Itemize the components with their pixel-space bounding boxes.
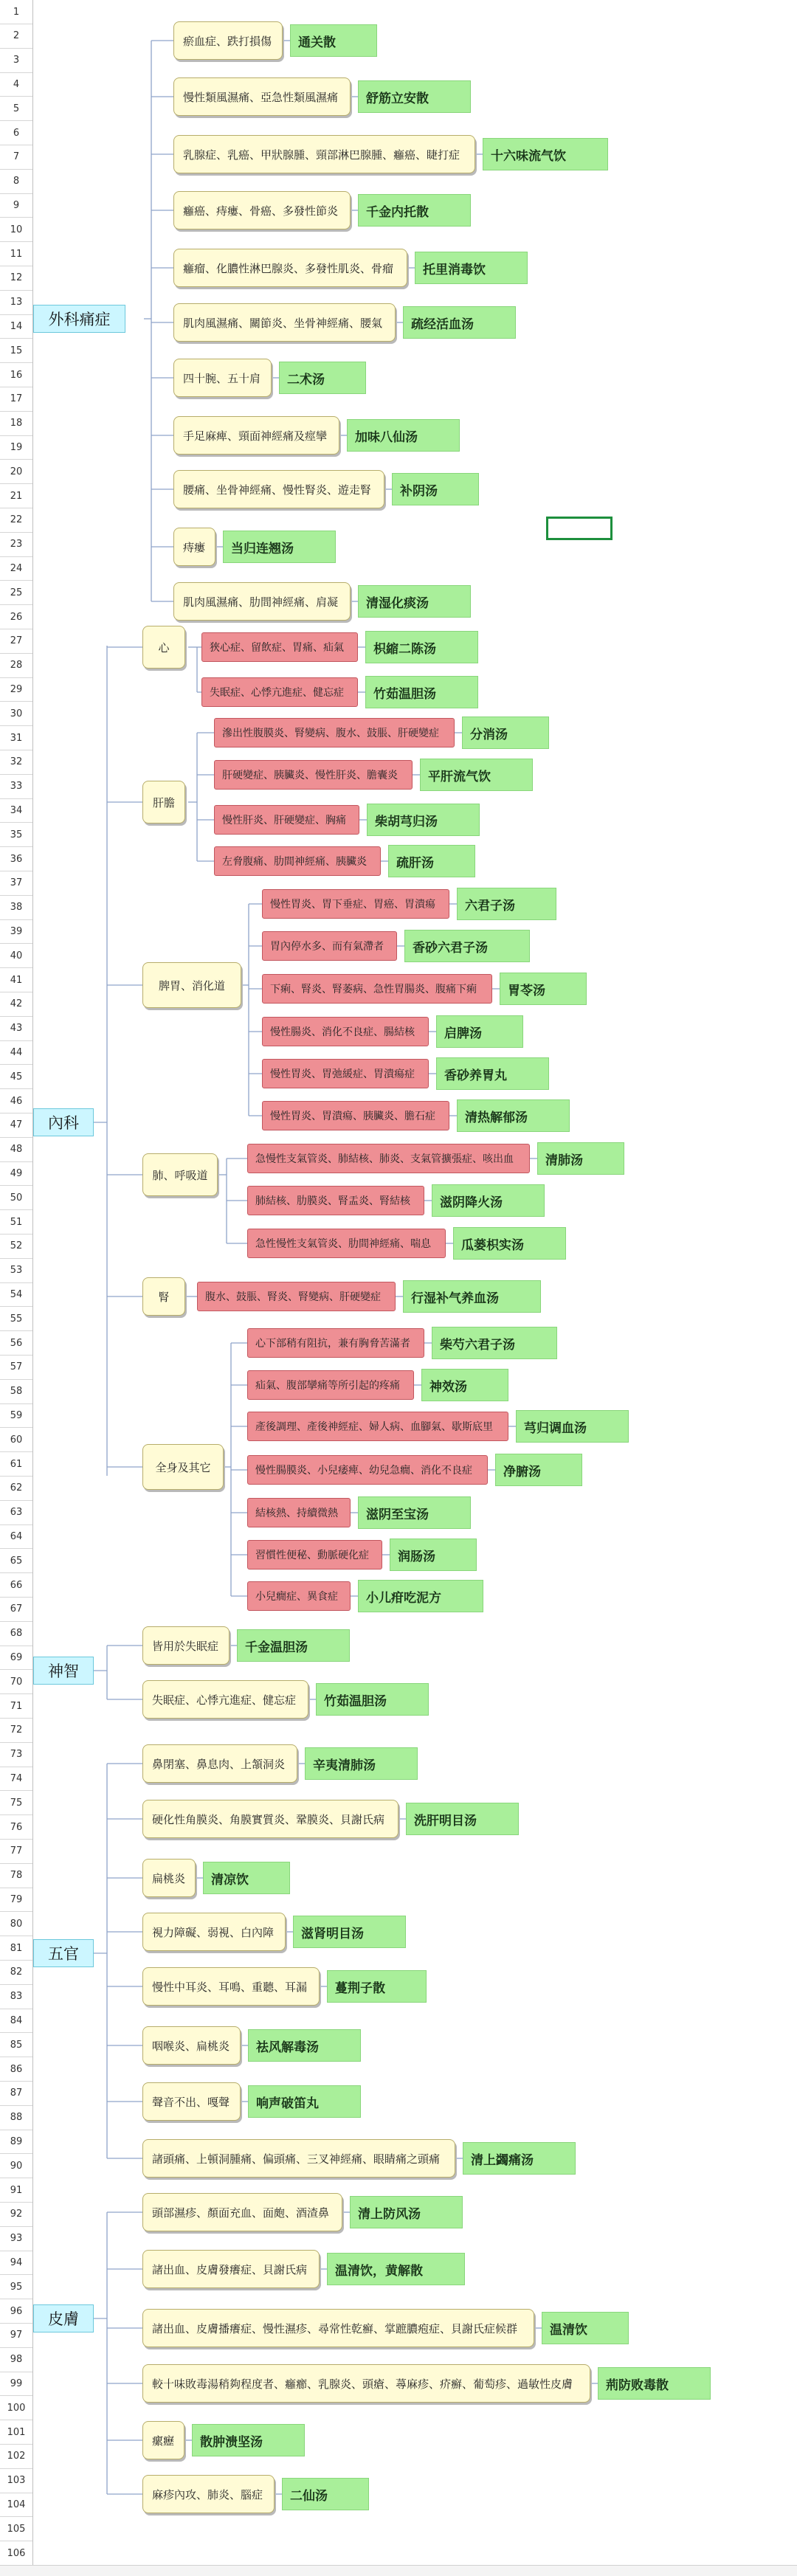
remedy-node[interactable]: 平肝流气饮 — [420, 759, 533, 791]
condition-node[interactable]: 疝氣、腹部攣痛等所引起的疼痛 — [247, 1370, 414, 1400]
remedy-node[interactable]: 温清饮，黄解散 — [327, 2253, 465, 2285]
condition-node[interactable]: 瘰癧 — [142, 2421, 184, 2459]
row-number[interactable]: 23 — [0, 533, 32, 557]
row-number[interactable]: 39 — [0, 919, 32, 944]
row-number[interactable]: 40 — [0, 944, 32, 968]
condition-node[interactable]: 失眠症、心悸亢進症、健忘症 — [142, 1680, 308, 1719]
row-number[interactable]: 88 — [0, 2106, 32, 2130]
condition-node[interactable]: 手足麻痺、頸面神經痛及痙攣 — [173, 416, 339, 455]
remedy-node[interactable]: 小儿疳吃泥方 — [358, 1580, 483, 1612]
condition-node[interactable]: 視力障礙、弱視、白內障 — [142, 1913, 286, 1951]
condition-node[interactable]: 慢性胃炎、胃下垂症、胃癌、胃潰瘍 — [262, 889, 449, 919]
condition-node[interactable]: 諸出血、皮膚播癢症、慢性濕疹、尋常性乾癬、掌蹠膿疱症、貝謝氏症候群 — [142, 2309, 534, 2347]
remedy-node[interactable]: 蔓荆子散 — [327, 1970, 427, 2003]
condition-node[interactable]: 肌肉風濕痛、肋間神經痛、肩凝 — [173, 582, 351, 621]
row-number[interactable]: 56 — [0, 1331, 32, 1356]
remedy-node[interactable]: 清热解郁汤 — [457, 1099, 570, 1132]
condition-node[interactable]: 諸頭痛、上頓洞腫痛、偏頭痛、三叉神經痛、眼睛痛之頭痛 — [142, 2139, 455, 2178]
category-node[interactable]: 肝膽 — [142, 781, 185, 823]
row-number[interactable]: 34 — [0, 798, 32, 823]
condition-node[interactable]: 諸出血、皮膚發癢症、貝謝氏病 — [142, 2250, 320, 2288]
condition-node[interactable]: 癰瘤、化膿性淋巴腺炎、多發性肌炎、骨瘤 — [173, 249, 407, 287]
condition-node[interactable]: 失眠症、心悸亢進症、健忘症 — [201, 677, 358, 707]
category-node[interactable]: 脾胃、消化道 — [142, 962, 241, 1008]
row-number[interactable]: 61 — [0, 1452, 32, 1477]
row-number[interactable]: 68 — [0, 1622, 32, 1646]
remedy-node[interactable]: 当归连翘汤 — [223, 531, 336, 563]
remedy-node[interactable]: 荊防败毒散 — [598, 2367, 711, 2400]
remedy-node[interactable]: 舒筋立安散 — [358, 80, 471, 113]
remedy-node[interactable]: 香砂六君子汤 — [404, 930, 530, 962]
row-number[interactable]: 60 — [0, 1428, 32, 1452]
row-number[interactable]: 58 — [0, 1380, 32, 1404]
row-number[interactable]: 16 — [0, 363, 32, 387]
row-number[interactable]: 41 — [0, 968, 32, 992]
row-number[interactable]: 15 — [0, 339, 32, 363]
row-number[interactable]: 13 — [0, 291, 32, 315]
row-number[interactable]: 93 — [0, 2227, 32, 2251]
row-number-column — [0, 0, 33, 2565]
condition-node[interactable]: 小兒癇症、異食症 — [247, 1581, 351, 1611]
condition-node[interactable]: 肌肉風濕痛、關節炎、坐骨神經痛、腰氣 — [173, 303, 396, 342]
row-number[interactable]: 91 — [0, 2178, 32, 2203]
condition-node[interactable]: 狹心症、留飲症、胃痛、疝氣 — [201, 632, 358, 662]
condition-node[interactable]: 滲出性腹膜炎、腎變病、腹水、鼓脹、肝硬變症 — [214, 718, 455, 747]
condition-node[interactable]: 慢性胃炎、胃潰瘍、胰臟炎、膽石症 — [262, 1101, 449, 1130]
row-number[interactable]: 101 — [0, 2420, 32, 2445]
row-number[interactable]: 75 — [0, 1791, 32, 1815]
row-number[interactable]: 95 — [0, 2275, 32, 2299]
row-number[interactable]: 83 — [0, 1985, 32, 2009]
row-number[interactable]: 97 — [0, 2324, 32, 2348]
row-number[interactable]: 30 — [0, 702, 32, 726]
remedy-node[interactable]: 柴芍六君子汤 — [432, 1327, 557, 1359]
row-number[interactable]: 9 — [0, 193, 32, 218]
condition-node[interactable]: 咽喉炎、扁桃炎 — [142, 2026, 241, 2065]
condition-node[interactable]: 慢性肝炎、肝硬變症、胸痛 — [214, 805, 359, 835]
row-number[interactable]: 44 — [0, 1040, 32, 1065]
row-number[interactable]: 14 — [0, 314, 32, 339]
category-node[interactable]: 腎 — [142, 1277, 185, 1316]
row-number[interactable]: 57 — [0, 1356, 32, 1380]
row-number[interactable]: 105 — [0, 2517, 32, 2541]
condition-node[interactable]: 腹水、鼓脹、腎炎、腎變病、肝硬變症 — [197, 1282, 396, 1311]
condition-node[interactable]: 四十腕、五十肩 — [173, 359, 272, 397]
condition-node[interactable]: 肝硬變症、胰臟炎、慢性肝炎、膽囊炎 — [214, 760, 413, 790]
remedy-node[interactable]: 通关散 — [290, 24, 377, 57]
row-number[interactable]: 22 — [0, 508, 32, 533]
condition-node[interactable]: 下痢、腎炎、腎萎病、急性胃腸炎、腹痛下痢 — [262, 974, 492, 1004]
condition-node[interactable]: 較十味敗毒湯稍夠程度者、癰癤、乳腺炎、頭瘡、蕁麻疹、疥癬、葡萄疹、過敏性皮膚 — [142, 2364, 590, 2403]
row-number[interactable]: 33 — [0, 775, 32, 799]
row-number[interactable]: 100 — [0, 2396, 32, 2420]
condition-node[interactable]: 乳腺症、乳癌、甲狀腺腫、頸部淋巴腺腫、癰癌、睫打症 — [173, 135, 475, 173]
row-number[interactable]: 94 — [0, 2251, 32, 2275]
row-number[interactable]: 38 — [0, 896, 32, 920]
row-number[interactable]: 1 — [0, 0, 32, 24]
category-node[interactable]: 全身及其它 — [142, 1444, 224, 1490]
remedy-node[interactable]: 加味八仙汤 — [347, 419, 460, 452]
row-number[interactable]: 78 — [0, 1864, 32, 1888]
remedy-node[interactable]: 清上蠲痛汤 — [463, 2142, 576, 2175]
remedy-node[interactable]: 托里消毒饮 — [415, 252, 528, 284]
condition-node[interactable]: 腰痛、坐骨神經痛、慢性腎炎、遊走腎 — [173, 470, 384, 508]
row-number[interactable]: 8 — [0, 170, 32, 194]
row-number[interactable]: 96 — [0, 2299, 32, 2324]
row-number[interactable]: 82 — [0, 1961, 32, 1985]
row-number[interactable]: 51 — [0, 1210, 32, 1235]
row-number[interactable]: 48 — [0, 1138, 32, 1162]
row-number[interactable]: 64 — [0, 1524, 32, 1549]
row-number[interactable]: 65 — [0, 1549, 32, 1573]
row-number[interactable]: 12 — [0, 266, 32, 291]
row-number[interactable]: 70 — [0, 1670, 32, 1694]
row-number[interactable]: 79 — [0, 1888, 32, 1912]
row-number[interactable]: 85 — [0, 2033, 32, 2057]
remedy-node[interactable]: 润肠汤 — [390, 1539, 477, 1571]
condition-node[interactable]: 聲音不出、嘎聲 — [142, 2082, 241, 2121]
remedy-node[interactable]: 柴胡芎归汤 — [367, 804, 480, 836]
remedy-node[interactable]: 竹茹温胆汤 — [365, 676, 478, 708]
condition-node[interactable]: 慢性腸膜炎、小兒痿痺、幼兒急癇、消化不良症 — [247, 1455, 488, 1485]
row-number[interactable]: 46 — [0, 1089, 32, 1113]
row-number[interactable]: 80 — [0, 1912, 32, 1936]
condition-node[interactable]: 急性慢性支氣管炎、肋間神經痛、喘息 — [247, 1229, 446, 1258]
row-number[interactable]: 47 — [0, 1113, 32, 1138]
remedy-node[interactable]: 二术汤 — [279, 362, 366, 394]
remedy-node[interactable]: 疏肝汤 — [388, 845, 475, 877]
remedy-node[interactable]: 启脾汤 — [436, 1015, 523, 1048]
condition-node[interactable]: 慢性腸炎、消化不良症、腸結核 — [262, 1017, 429, 1046]
row-number[interactable]: 28 — [0, 654, 32, 678]
row-number[interactable]: 90 — [0, 2154, 32, 2178]
row-number[interactable]: 18 — [0, 412, 32, 436]
row-number[interactable]: 20 — [0, 460, 32, 484]
remedy-node[interactable]: 清湿化痰汤 — [358, 585, 471, 618]
condition-node[interactable]: 頭部濕疹、顏面充血、面皰、酒渣鼻 — [142, 2193, 342, 2231]
condition-node[interactable]: 瘀血症、跌打損傷 — [173, 21, 283, 60]
remedy-node[interactable]: 清凉饮 — [203, 1862, 290, 1894]
remedy-node[interactable]: 六君子汤 — [457, 888, 556, 920]
remedy-node[interactable]: 清上防风汤 — [350, 2196, 463, 2228]
row-number[interactable]: 98 — [0, 2348, 32, 2372]
root-node[interactable]: 五官 — [33, 1939, 94, 1967]
remedy-node[interactable]: 香砂养胃丸 — [436, 1057, 549, 1090]
row-number[interactable]: 87 — [0, 2082, 32, 2106]
row-number[interactable]: 25 — [0, 581, 32, 605]
row-number[interactable]: 6 — [0, 121, 32, 145]
remedy-node[interactable]: 行湿补气养血汤 — [403, 1280, 541, 1313]
row-number[interactable]: 76 — [0, 1815, 32, 1840]
row-number[interactable]: 17 — [0, 387, 32, 412]
root-node[interactable]: 內科 — [33, 1108, 94, 1136]
row-number[interactable]: 69 — [0, 1646, 32, 1670]
row-number[interactable]: 92 — [0, 2203, 32, 2227]
condition-node[interactable]: 心下部稍有阻抗，兼有胸脅苦滿者 — [247, 1328, 424, 1358]
category-node[interactable]: 肺、呼吸道 — [142, 1153, 218, 1196]
row-number[interactable]: 86 — [0, 2057, 32, 2082]
row-number[interactable]: 36 — [0, 847, 32, 871]
row-number[interactable]: 11 — [0, 242, 32, 266]
row-number[interactable]: 102 — [0, 2445, 32, 2469]
root-node[interactable]: 皮膚 — [33, 2304, 94, 2332]
row-number[interactable]: 27 — [0, 629, 32, 654]
selected-cell[interactable] — [546, 517, 613, 540]
row-number[interactable]: 63 — [0, 1501, 32, 1525]
row-number[interactable]: 37 — [0, 871, 32, 896]
row-number[interactable]: 3 — [0, 49, 32, 73]
row-number[interactable]: 54 — [0, 1282, 32, 1307]
condition-node[interactable]: 鼻閉塞、鼻息肉、上頷洞炎 — [142, 1744, 297, 1783]
row-number[interactable]: 81 — [0, 1936, 32, 1961]
row-number[interactable]: 73 — [0, 1743, 32, 1767]
row-number[interactable]: 67 — [0, 1598, 32, 1622]
condition-node[interactable]: 胃內停水多、而有氣滯者 — [262, 931, 397, 961]
row-number[interactable]: 66 — [0, 1573, 32, 1598]
row-number[interactable]: 45 — [0, 1065, 32, 1089]
row-number[interactable]: 26 — [0, 605, 32, 629]
row-number[interactable]: 4 — [0, 72, 32, 97]
condition-node[interactable]: 皆用於失眠症 — [142, 1626, 230, 1665]
row-number[interactable]: 21 — [0, 484, 32, 508]
row-number[interactable]: 52 — [0, 1235, 32, 1259]
row-number[interactable]: 71 — [0, 1694, 32, 1719]
condition-node[interactable]: 慢性中耳炎、耳鳴、重聽、耳漏 — [142, 1967, 320, 2006]
row-number[interactable]: 104 — [0, 2493, 32, 2517]
condition-node[interactable]: 麻疹內攻、肺炎、腦症 — [142, 2475, 275, 2513]
category-node[interactable]: 心 — [142, 626, 185, 669]
condition-node[interactable]: 痔瘻 — [173, 528, 215, 566]
remedy-node[interactable]: 祛风解毒汤 — [248, 2029, 361, 2062]
row-number[interactable]: 77 — [0, 1840, 32, 1864]
row-number[interactable]: 32 — [0, 750, 32, 775]
row-number[interactable]: 84 — [0, 2009, 32, 2033]
remedy-node[interactable]: 响声破笛丸 — [248, 2085, 361, 2118]
remedy-node[interactable]: 芎归调血汤 — [516, 1410, 629, 1443]
condition-node[interactable]: 結核熱、持續微熱 — [247, 1498, 351, 1527]
remedy-node[interactable]: 胃苓汤 — [500, 973, 587, 1005]
row-number[interactable]: 55 — [0, 1307, 32, 1331]
remedy-node[interactable]: 疏经活血汤 — [403, 306, 516, 339]
remedy-node[interactable]: 滋阴降火汤 — [432, 1184, 545, 1217]
remedy-node[interactable]: 滋阴至宝汤 — [358, 1496, 471, 1529]
condition-node[interactable]: 硬化性角膜炎、角膜實質炎、鞏膜炎、貝謝氏病 — [142, 1800, 398, 1838]
condition-node[interactable]: 產後調理、產後神經症、婦人病、血腳氣、歇斯底里 — [247, 1412, 508, 1441]
condition-node[interactable]: 習慣性便秘、動脈硬化症 — [247, 1540, 382, 1570]
row-number[interactable]: 49 — [0, 1161, 32, 1186]
row-number[interactable]: 106 — [0, 2541, 32, 2566]
remedy-node[interactable]: 竹茹温胆汤 — [316, 1683, 429, 1716]
remedy-node[interactable]: 清肺汤 — [537, 1142, 624, 1175]
row-number[interactable]: 19 — [0, 435, 32, 460]
row-number[interactable]: 72 — [0, 1719, 32, 1743]
condition-node[interactable]: 扁桃炎 — [142, 1859, 196, 1897]
bottom-scroll-strip[interactable] — [0, 2565, 797, 2576]
row-number[interactable]: 5 — [0, 97, 32, 121]
condition-node[interactable]: 慢性胃炎、胃弛緩症、胃潰瘍症 — [262, 1059, 429, 1088]
remedy-node[interactable]: 神效汤 — [421, 1369, 508, 1401]
root-node[interactable]: 神智 — [33, 1657, 94, 1685]
condition-node[interactable]: 急慢性支氣管炎、肺結核、肺炎、支氣管擴張症、咳出血 — [247, 1144, 530, 1173]
remedy-node[interactable]: 十六味流气饮 — [483, 138, 608, 170]
row-number[interactable]: 35 — [0, 823, 32, 847]
remedy-node[interactable]: 散肿溃坚汤 — [192, 2424, 305, 2456]
remedy-node[interactable]: 千金温胆汤 — [237, 1629, 350, 1662]
remedy-node[interactable]: 温清饮 — [542, 2312, 629, 2344]
remedy-node[interactable]: 瓜蒌枳实汤 — [453, 1227, 566, 1260]
remedy-node[interactable]: 枳縮二陈汤 — [365, 631, 478, 663]
remedy-node[interactable]: 千金内托散 — [358, 194, 471, 227]
condition-node[interactable]: 肺結核、肋膜炎、腎盂炎、腎結核 — [247, 1186, 424, 1215]
row-number[interactable]: 59 — [0, 1403, 32, 1428]
remedy-node[interactable]: 分消汤 — [462, 716, 549, 749]
row-number[interactable]: 53 — [0, 1259, 32, 1283]
row-number[interactable]: 103 — [0, 2469, 32, 2493]
remedy-node[interactable]: 滋肾明目汤 — [293, 1916, 406, 1948]
condition-node[interactable]: 癰癌、痔瘻、骨癌、多發性節炎 — [173, 191, 351, 229]
row-number[interactable]: 2 — [0, 24, 32, 49]
row-number[interactable]: 74 — [0, 1767, 32, 1791]
row-number[interactable]: 7 — [0, 145, 32, 170]
row-number[interactable]: 42 — [0, 992, 32, 1017]
remedy-node[interactable]: 补阴汤 — [392, 473, 479, 505]
root-node[interactable]: 外科痛症 — [33, 305, 125, 333]
row-number[interactable]: 43 — [0, 1017, 32, 1041]
row-number[interactable]: 24 — [0, 556, 32, 581]
mindmap-canvas — [33, 0, 797, 2565]
condition-node[interactable]: 左脅腹痛、肋間神經痛、胰臟炎 — [214, 846, 381, 876]
row-number[interactable]: 31 — [0, 726, 32, 750]
row-number[interactable]: 62 — [0, 1477, 32, 1501]
row-number[interactable]: 89 — [0, 2130, 32, 2154]
row-number[interactable]: 29 — [0, 677, 32, 702]
remedy-node[interactable]: 洗肝明目汤 — [406, 1803, 519, 1835]
row-number[interactable]: 99 — [0, 2372, 32, 2396]
remedy-node[interactable]: 辛夷清肺汤 — [305, 1747, 418, 1780]
remedy-node[interactable]: 净腑汤 — [495, 1454, 582, 1486]
row-number[interactable]: 50 — [0, 1186, 32, 1210]
row-number[interactable]: 10 — [0, 218, 32, 242]
remedy-node[interactable]: 二仙汤 — [282, 2478, 369, 2510]
condition-node[interactable]: 慢性類風濕痛、亞急性類風濕痛 — [173, 77, 351, 116]
